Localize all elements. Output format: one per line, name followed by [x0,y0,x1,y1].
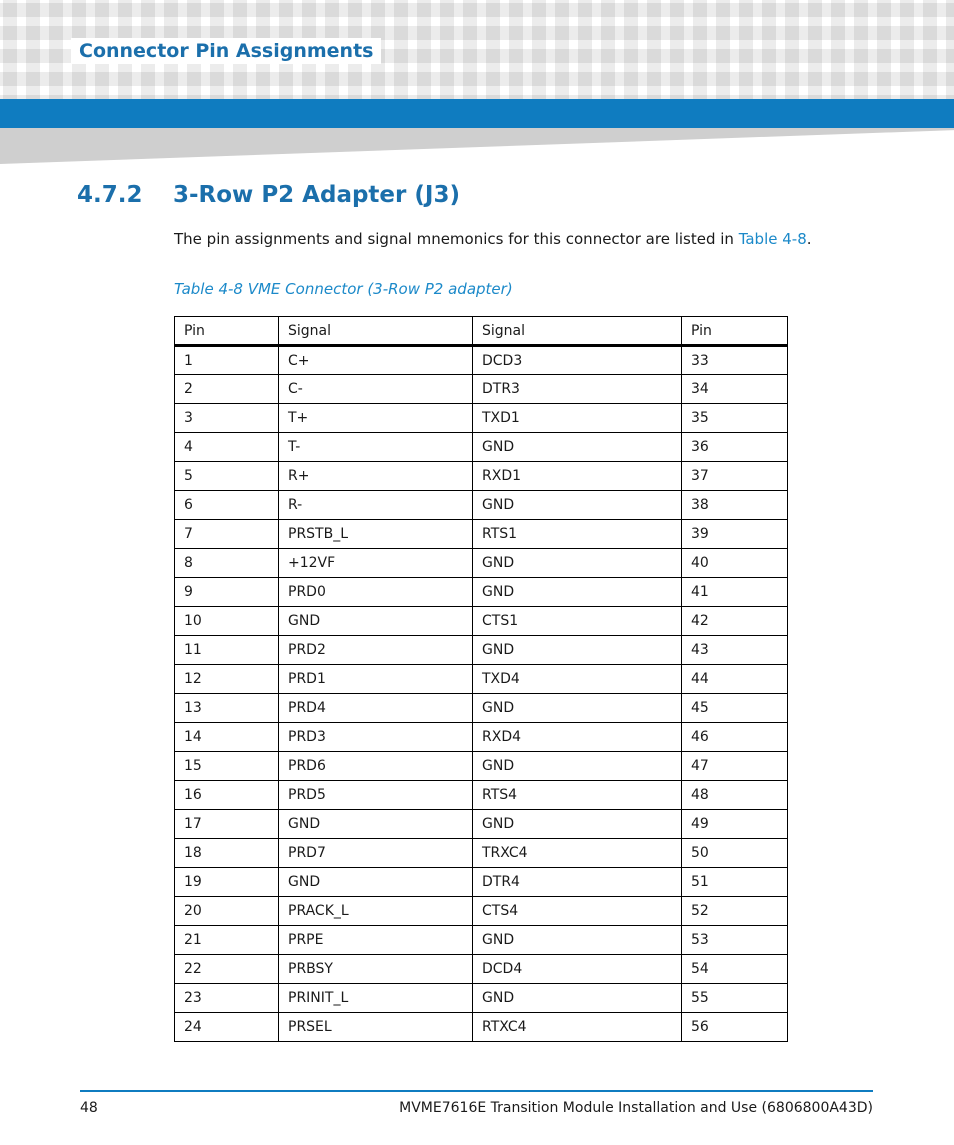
signal-cell: PRBSY [279,955,473,984]
pin-cell: 44 [682,665,788,694]
intro-suffix: . [806,230,812,248]
signal-cell: CTS1 [473,607,682,636]
table-row [175,346,788,375]
pin-cell: 6 [175,491,279,520]
signal-cell: C+ [279,346,473,375]
signal-cell: PRD5 [279,781,473,810]
table-row [175,781,788,810]
header-signal-right: Signal [473,317,682,346]
table-row [175,1013,788,1042]
header-gray-wedge [0,128,954,164]
signal-cell: PRD2 [279,636,473,665]
signal-cell: +12VF [279,549,473,578]
signal-cell: CTS4 [473,897,682,926]
footer-rule [80,1090,873,1092]
signal-cell: C- [279,375,473,404]
table-row [175,491,788,520]
signal-cell: RTS4 [473,781,682,810]
table-row [175,578,788,607]
table-row [175,404,788,433]
pin-cell: 19 [175,868,279,897]
signal-cell: TRXC4 [473,839,682,868]
signal-cell: GND [473,810,682,839]
table-reference-link[interactable]: Table 4-8 [738,230,807,248]
signal-cell: R- [279,491,473,520]
pin-cell: 2 [175,375,279,404]
signal-cell: GND [473,549,682,578]
pin-cell: 23 [175,984,279,1013]
header-pin-right: Pin [682,317,788,346]
signal-cell: PRINIT_L [279,984,473,1013]
table-row [175,926,788,955]
pin-cell: 3 [175,404,279,433]
table-body [175,346,788,1042]
table-row [175,607,788,636]
section-title: Connector Pin Assignments [71,38,381,64]
signal-cell: TXD1 [473,404,682,433]
pin-cell: 43 [682,636,788,665]
table-header-row [175,317,788,346]
signal-cell: PRD0 [279,578,473,607]
intro-text: The pin assignments and signal mnemonics for this connector are listed in [174,230,739,248]
table-row [175,897,788,926]
table-row [175,462,788,491]
pin-cell: 56 [682,1013,788,1042]
header-signal-left: Signal [279,317,473,346]
pin-cell: 22 [175,955,279,984]
signal-cell: GND [473,433,682,462]
pin-cell: 8 [175,549,279,578]
pin-cell: 54 [682,955,788,984]
signal-cell: PRD6 [279,752,473,781]
signal-cell: GND [473,752,682,781]
document-title: MVME7616E Transition Module Installation and Use (6806800A43D) [399,1100,873,1116]
pin-cell: 38 [682,491,788,520]
signal-cell: PRSEL [279,1013,473,1042]
pin-cell: 24 [175,1013,279,1042]
page-heading [77,182,460,208]
signal-cell: PRD7 [279,839,473,868]
pin-cell: 13 [175,694,279,723]
table-row [175,984,788,1013]
signal-cell: PRD1 [279,665,473,694]
signal-cell: DCD3 [473,346,682,375]
pin-cell: 52 [682,897,788,926]
pin-cell: 33 [682,346,788,375]
signal-cell: T+ [279,404,473,433]
heading-title: 3-Row P2 Adapter (J3) [173,182,460,208]
pin-cell: 16 [175,781,279,810]
signal-cell: RXD1 [473,462,682,491]
signal-cell: TXD4 [473,665,682,694]
pin-cell: 4 [175,433,279,462]
pin-cell: 14 [175,723,279,752]
table-row [175,955,788,984]
pin-cell: 7 [175,520,279,549]
pin-cell: 45 [682,694,788,723]
signal-cell: PRD4 [279,694,473,723]
pin-cell: 47 [682,752,788,781]
table-row [175,723,788,752]
pin-cell: 17 [175,810,279,839]
signal-cell: RTS1 [473,520,682,549]
pin-cell: 20 [175,897,279,926]
signal-cell: GND [473,694,682,723]
pin-cell: 21 [175,926,279,955]
pin-assignment-table [174,316,788,1042]
signal-cell: GND [473,926,682,955]
table-row [175,665,788,694]
table-row [175,810,788,839]
signal-cell: GND [279,868,473,897]
signal-cell: R+ [279,462,473,491]
signal-cell: GND [473,636,682,665]
pin-cell: 39 [682,520,788,549]
signal-cell: GND [279,607,473,636]
table-caption: Table 4-8 VME Connector (3-Row P2 adapter) [174,280,513,298]
pin-cell: 50 [682,839,788,868]
pin-cell: 55 [682,984,788,1013]
pin-cell: 9 [175,578,279,607]
pin-cell: 1 [175,346,279,375]
pin-cell: 42 [682,607,788,636]
pin-cell: 41 [682,578,788,607]
signal-cell: PRSTB_L [279,520,473,549]
signal-cell: GND [473,984,682,1013]
signal-cell: DTR3 [473,375,682,404]
pin-cell: 51 [682,868,788,897]
table-row [175,636,788,665]
pin-cell: 11 [175,636,279,665]
table-row [175,433,788,462]
signal-cell: PRPE [279,926,473,955]
pin-cell: 34 [682,375,788,404]
header-pin-left: Pin [175,317,279,346]
pin-cell: 35 [682,404,788,433]
pin-cell: 12 [175,665,279,694]
pin-cell: 18 [175,839,279,868]
signal-cell: PRD3 [279,723,473,752]
signal-cell: T- [279,433,473,462]
table-row [175,375,788,404]
table-row [175,752,788,781]
pin-cell: 37 [682,462,788,491]
pin-cell: 46 [682,723,788,752]
signal-cell: GND [279,810,473,839]
signal-cell: PRACK_L [279,897,473,926]
pin-cell: 49 [682,810,788,839]
intro-paragraph [174,230,812,248]
signal-cell: GND [473,491,682,520]
pin-cell: 53 [682,926,788,955]
pin-cell: 36 [682,433,788,462]
heading-number: 4.7.2 [77,182,143,208]
pin-cell: 15 [175,752,279,781]
table-row [175,520,788,549]
pin-cell: 5 [175,462,279,491]
pin-cell: 10 [175,607,279,636]
page-number: 48 [80,1100,98,1116]
signal-cell: GND [473,578,682,607]
signal-cell: DCD4 [473,955,682,984]
pin-cell: 48 [682,781,788,810]
table-row [175,868,788,897]
table-row [175,549,788,578]
signal-cell: RXD4 [473,723,682,752]
table-row [175,839,788,868]
header-blue-band [0,99,954,128]
signal-cell: RTXC4 [473,1013,682,1042]
signal-cell: DTR4 [473,868,682,897]
table-row [175,694,788,723]
pin-cell: 40 [682,549,788,578]
